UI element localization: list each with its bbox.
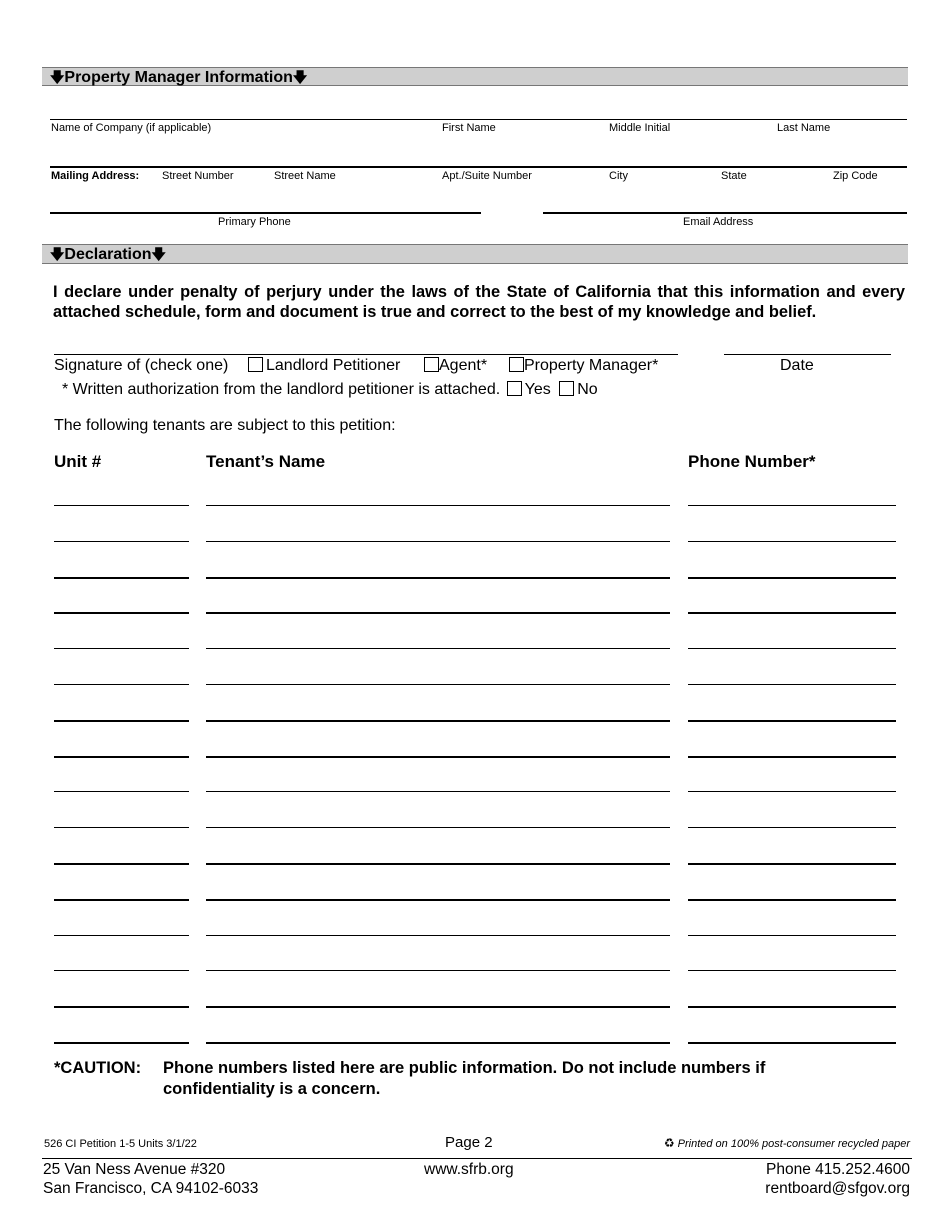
email-address-label: Email Address: [683, 216, 754, 228]
phone-number-field[interactable]: [688, 684, 896, 685]
property-manager-label: Property Manager*: [524, 357, 659, 374]
tenant-name-field[interactable]: [206, 899, 670, 901]
mailing-address-label: Mailing Address:: [51, 170, 140, 182]
tenant-name-field[interactable]: [206, 756, 670, 758]
unit-field[interactable]: [54, 791, 189, 792]
phone-number-field[interactable]: [688, 791, 896, 792]
form-id: 526 CI Petition 1-5 Units 3/1/22: [44, 1138, 197, 1150]
phone-number-field[interactable]: [688, 1042, 896, 1044]
authorization-text: * Written authorization from the landlord petitioner is attached.: [62, 381, 501, 398]
footer-address-line2: San Francisco, CA 94102-6033: [43, 1180, 259, 1197]
phone-number-field[interactable]: [688, 612, 896, 614]
apt-suite-label: Apt./Suite Number: [442, 170, 532, 182]
phone-number-column-header: Phone Number*: [688, 452, 816, 471]
email-address-field[interactable]: [543, 212, 907, 214]
unit-field[interactable]: [54, 827, 189, 828]
unit-field[interactable]: [54, 756, 189, 758]
recycle-icon: ♻: [663, 1136, 675, 1150]
down-arrow-icon: 🡇: [50, 246, 65, 262]
unit-field[interactable]: [54, 935, 189, 936]
unit-field[interactable]: [54, 505, 189, 506]
landlord-petitioner-option[interactable]: [248, 357, 400, 375]
footer-phone: Phone 415.252.4600: [766, 1161, 910, 1178]
agent-checkbox[interactable]: [424, 357, 439, 372]
tenant-name-field[interactable]: [206, 1042, 670, 1044]
unit-field[interactable]: [54, 577, 189, 579]
phone-number-field[interactable]: [688, 577, 896, 579]
footer-website[interactable]: www.sfrb.org: [424, 1161, 514, 1178]
tenant-name-column-header: Tenant’s Name: [206, 452, 326, 471]
authorization-no-checkbox[interactable]: [559, 381, 574, 396]
primary-phone-field[interactable]: [50, 212, 481, 214]
unit-field[interactable]: [54, 970, 189, 971]
tenant-name-field[interactable]: [206, 970, 670, 971]
street-name-label: Street Name: [274, 170, 336, 182]
unit-field[interactable]: [54, 541, 189, 542]
caution-text: Phone numbers listed here are public information. Do not include numbers if confidentiality is a concern.: [163, 1059, 766, 1098]
phone-number-field[interactable]: [688, 648, 896, 649]
down-arrow-icon: 🡇: [292, 69, 308, 85]
phone-number-field[interactable]: [688, 899, 896, 901]
section-title: Property Manager Information: [64, 69, 293, 86]
tenant-name-field[interactable]: [206, 827, 670, 828]
phone-number-field[interactable]: [688, 970, 896, 971]
phone-number-field[interactable]: [688, 827, 896, 828]
mailing-address-field[interactable]: [50, 166, 907, 168]
footer-address-line1: 25 Van Ness Avenue #320: [43, 1161, 226, 1178]
phone-number-field[interactable]: [688, 505, 896, 506]
section-title: Declaration: [64, 246, 152, 263]
tenant-name-field[interactable]: [206, 648, 670, 649]
phone-number-field[interactable]: [688, 756, 896, 758]
phone-number-field[interactable]: [688, 541, 896, 542]
tenant-name-field[interactable]: [206, 863, 670, 865]
company-label: Name of Company (if applicable): [51, 122, 212, 134]
authorization-yes-label: Yes: [524, 381, 551, 398]
recycled-text: Printed on 100% post-consumer recycled paper: [677, 1138, 910, 1150]
tenant-name-field[interactable]: [206, 577, 670, 579]
unit-field[interactable]: [54, 899, 189, 901]
property-manager-section-header: [42, 67, 908, 86]
unit-field[interactable]: [54, 1006, 189, 1008]
down-arrow-icon: 🡇: [151, 246, 166, 262]
tenant-name-field[interactable]: [206, 684, 670, 685]
tenant-name-field[interactable]: [206, 612, 670, 614]
signature-field[interactable]: [54, 354, 678, 355]
agent-label: Agent*: [439, 357, 488, 374]
property-manager-option[interactable]: [509, 357, 658, 375]
city-label: City: [609, 170, 628, 182]
phone-number-field[interactable]: [688, 720, 896, 722]
date-field[interactable]: [724, 354, 891, 355]
declaration-section-header: [42, 244, 908, 264]
unit-field[interactable]: [54, 684, 189, 685]
middle-initial-label: Middle Initial: [609, 122, 671, 134]
tenant-name-field[interactable]: [206, 541, 670, 542]
tenant-name-field[interactable]: [206, 505, 670, 506]
recycled-note: [664, 1136, 910, 1150]
first-name-label: First Name: [442, 122, 496, 134]
tenant-name-field[interactable]: [206, 1006, 670, 1008]
tenants-intro: The following tenants are subject to this petition:: [54, 417, 396, 434]
unit-field[interactable]: [54, 863, 189, 865]
street-number-label: Street Number: [162, 170, 234, 182]
caution-label: *CAUTION:: [54, 1059, 142, 1077]
zip-code-label: Zip Code: [833, 170, 878, 182]
down-arrow-icon: 🡇: [50, 69, 65, 85]
date-label: Date: [780, 357, 814, 374]
unit-field[interactable]: [54, 648, 189, 649]
landlord-petitioner-checkbox[interactable]: [248, 357, 263, 372]
state-label: State: [721, 170, 747, 182]
page-number: Page 2: [445, 1134, 493, 1151]
unit-field[interactable]: [54, 1042, 189, 1044]
authorization-no-label: No: [577, 381, 598, 398]
agent-option[interactable]: [424, 357, 487, 375]
footer-divider: [42, 1158, 912, 1159]
last-name-label: Last Name: [777, 122, 831, 134]
phone-number-field[interactable]: [688, 1006, 896, 1008]
tenant-name-field[interactable]: [206, 791, 670, 792]
primary-phone-label: Primary Phone: [218, 216, 291, 228]
unit-column-header: Unit #: [54, 452, 102, 471]
unit-field[interactable]: [54, 720, 189, 722]
declaration-text: I declare under penalty of perjury under the laws of the State of California that this information and every attached schedule, form and document is true and correct to the best of my knowledge and belief.: [53, 283, 905, 321]
tenant-name-field[interactable]: [206, 720, 670, 722]
company-name-field[interactable]: [50, 119, 907, 120]
authorization-yes-checkbox[interactable]: [507, 381, 522, 396]
unit-field[interactable]: [54, 612, 189, 614]
authorization-row: [62, 381, 598, 399]
property-manager-checkbox[interactable]: [509, 357, 524, 372]
tenant-name-field[interactable]: [206, 935, 670, 936]
phone-number-field[interactable]: [688, 935, 896, 936]
signature-label: Signature of (check one): [54, 357, 229, 374]
footer-email[interactable]: rentboard@sfgov.org: [765, 1180, 910, 1197]
landlord-petitioner-label: Landlord Petitioner: [266, 357, 401, 374]
phone-number-field[interactable]: [688, 863, 896, 865]
